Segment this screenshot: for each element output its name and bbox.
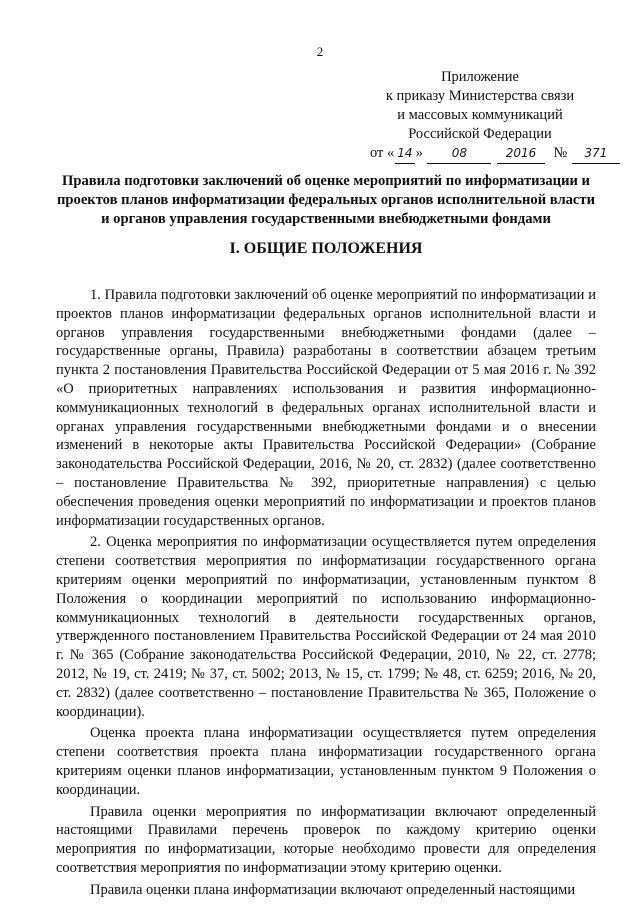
paragraph: Правила оценки мероприятия по информатизации включают определенный настоящими Правилами перечень проверок по каждому критерию оценки мероприятия по информатизации, которые необходимо провести для определения соответствия мероприятия по информатизации этому критерию оценки.	[56, 803, 596, 876]
number-label: №	[553, 145, 568, 161]
paragraph: Правила оценки плана информатизации включают определенный настоящими	[90, 881, 576, 898]
order-day: 14	[395, 144, 414, 164]
document-title: Правила подготовки заключений об оценке мероприятий по информатизации и проектов планов информатизации федеральных органов исполнительной власти и органов управления государственными внебюджетными фондами	[57, 173, 595, 227]
order-month: 08	[427, 144, 491, 164]
document-body	[56, 286, 596, 903]
appendix-line-2: к приказу Министерства связи	[385, 88, 575, 104]
paragraph: 1. Правила подготовки заключений об оценке мероприятий по информатизации и проектов планов информатизации федеральных органов исполнительной власти и органов управления государственными внебюджетными фондами (далее – государственные органы, Правила) разработаны в соответствии абзацем третьим пункта 2 постановления Правительства Российской Федерации от 5 мая 2016 г. № 392 «О приоритетных направлениях использования и развития информационно-коммуникационных технологий в федеральных органах исполнительной власти и органах управления государственными внебюджетными фондами и о внесении изменений в некоторые акты Правительства Российской Федерации» (Собрание законодательства Российской Федерации, 2016, № 20, ст. 2832) (далее соответственно – постановление Правительства № 392, приоритетные направления) с целью обеспечения проведения оценки мероприятий по информатизации и проектов планов информатизации государственных органов.	[56, 287, 596, 529]
appendix-block	[360, 68, 608, 164]
order-year: 2016	[497, 144, 545, 164]
paragraph: 2. Оценка мероприятия по информатизации осуществляется путем определения степени соответствия мероприятия по информатизации государственного органа критериям оценки мероприятий по информатизации, установленным пунктом 8 Положения о координации мероприятий по использованию информационно-коммуникационных технологий в деятельности государственных органов, утвержденного постановлением Правительства Российской Федерации от 24 мая 2010 г. № 365 (Собрание законодательства Российской Федерации, 2010, № 22, ст. 2778; 2012, № 19, ст. 2419; № 37, ст. 5002; 2013, № 15, ст. 1799; № 48, ст. 6259; 2016, № 20, ст. 2832) (далее соответственно – постановление Правительства № 365, Положение о координации).	[56, 534, 596, 720]
page-number: 2	[316, 44, 324, 59]
paragraph: Оценка проекта плана информатизации осуществляется путем определения степени соответствия проекта плана информатизации государственного органа критериям оценки планов информатизации, установленным пунктом 9 Положения о координации.	[56, 725, 596, 798]
appendix-line-4: Российской Федерации	[408, 126, 552, 142]
day-close: »	[415, 145, 423, 161]
order-number: 371	[572, 144, 620, 164]
appendix-line-1: Приложение	[441, 69, 519, 85]
appendix-line-3: и массовых коммуникаций	[397, 107, 563, 123]
section-heading: I. ОБЩИЕ ПОЛОЖЕНИЯ	[229, 240, 423, 257]
order-date-number	[360, 144, 608, 164]
from-label: от «	[370, 145, 395, 161]
